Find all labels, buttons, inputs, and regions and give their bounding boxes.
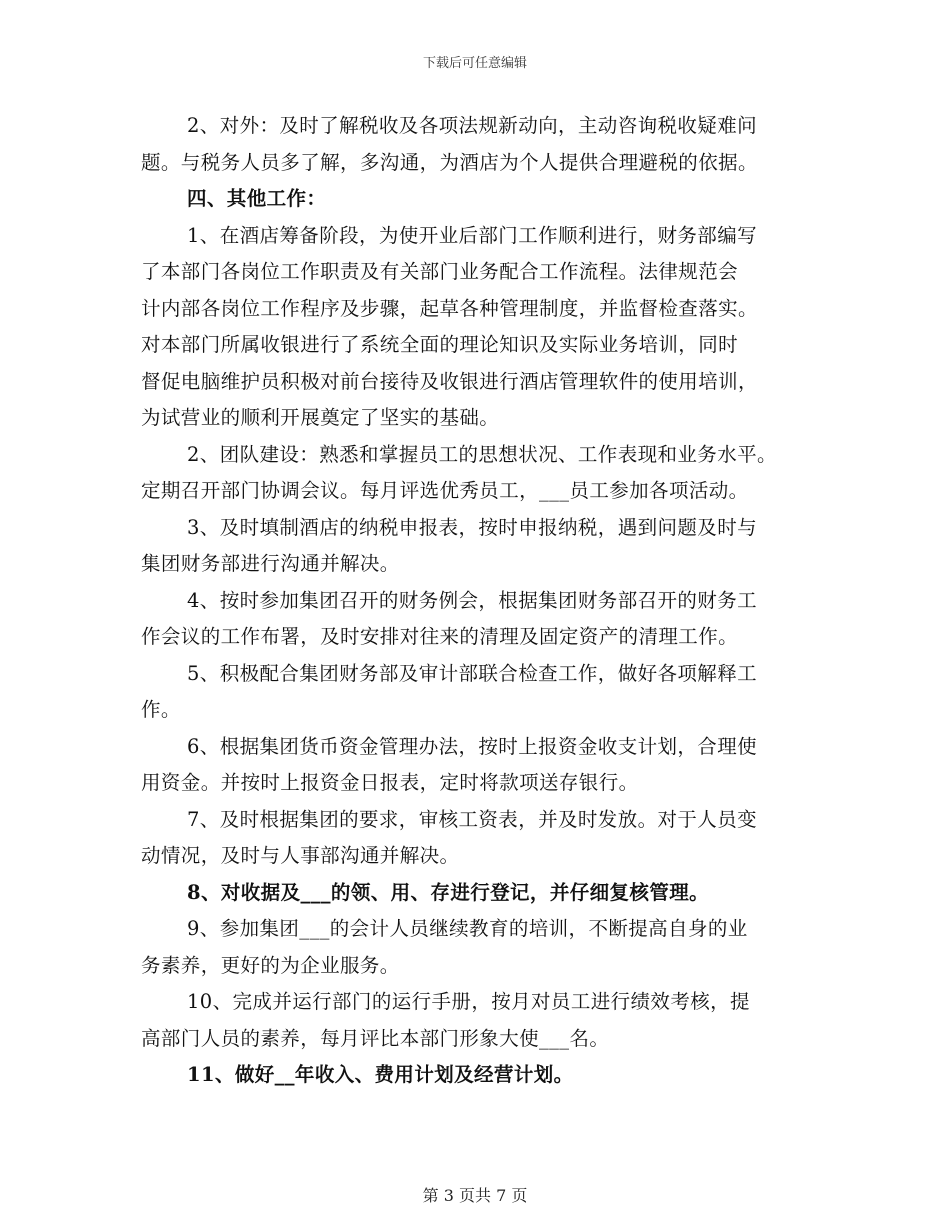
page-header: 下载后可任意编辑 [422, 56, 527, 71]
paragraph-line: 计内部各岗位工作程序及步骤，起草各种管理制度，并监督检查落实。 [141, 296, 758, 320]
paragraph-line: 1、在酒店筹备阶段，为使开业后部门工作顺利进行，财务部编写 [187, 223, 758, 247]
paragraph-line: 10、完成并运行部门的运行手册，按月对员工进行绩效考核，提 [187, 990, 750, 1013]
paragraph-line: 4、按时参加集团召开的财务例会，根据集团财务部召开的财务工 [187, 588, 758, 612]
section-heading: 四、其他工作： [187, 187, 327, 210]
paragraph-line: 用资金。并按时上报资金日报表，定时将款项送存银行。 [141, 771, 639, 794]
paragraph-line: 定期召开部门协调会议。每月评选优秀员工，___员工参加各项活动。 [141, 479, 749, 502]
paragraph-line: 5、积极配合集团财务部及审计部联合检查工作，做好各项解释工 [187, 661, 758, 685]
paragraph-line: 2、团队建设：熟悉和掌握员工的思想状况、工作表现和业务水平。 [187, 442, 777, 466]
paragraph-line-bold: 8、对收据及___的领、用、存进行登记，并仔细复核管理。 [187, 880, 710, 904]
paragraph-line: 2、对外：及时了解税收及各项法规新动向，主动咨询税收疑难问 [187, 114, 758, 137]
paragraph-line: 7、及时根据集团的要求，审核工资表，并及时发放。对于人员变 [187, 807, 758, 831]
paragraph-line: 题。与税务人员多了解，多沟通，为酒店为个人提供合理避税的依据。 [141, 150, 758, 174]
paragraph-line: 督促电脑维护员积极对前台接待及收银进行酒店管理软件的使用培训， [141, 369, 758, 393]
paragraph-line: 作。 [141, 698, 181, 721]
paragraph-line: 3、及时填制酒店的纳税申报表，按时申报纳税，遇到问题及时与 [187, 515, 758, 539]
page-footer: 第 3 页共 7 页 [422, 1186, 528, 1205]
paragraph-line: 了本部门各岗位工作职责及有关部门业务配合工作流程。法律规范会 [141, 260, 739, 283]
paragraph-line: 对本部门所属收银进行了系统全面的理论知识及实际业务培训，同时 [141, 333, 739, 356]
document-body [141, 108, 809, 1094]
paragraph-line: 集团财务部进行沟通并解决。 [141, 552, 400, 575]
paragraph-line: 作会议的工作布署，及时安排对往来的清理及固定资产的清理工作。 [141, 625, 739, 648]
paragraph-line: 动情况，及时与人事部沟通并解决。 [141, 844, 460, 867]
paragraph-line: 9、参加集团___的会计人员继续教育的培训，不断提高自身的业 [187, 917, 748, 940]
paragraph-line: 高部门人员的素养，每月评比本部门形象大使___名。 [141, 1026, 610, 1050]
paragraph-line-bold: 11、做好__年收入、费用计划及经营计划。 [187, 1063, 574, 1086]
paragraph-line: 6、根据集团货币资金管理办法，按时上报资金收支计划，合理使 [187, 734, 758, 758]
paragraph-line: 务素养，更好的为企业服务。 [141, 953, 400, 977]
paragraph-line: 为试营业的顺利开展奠定了坚实的基础。 [141, 406, 500, 429]
